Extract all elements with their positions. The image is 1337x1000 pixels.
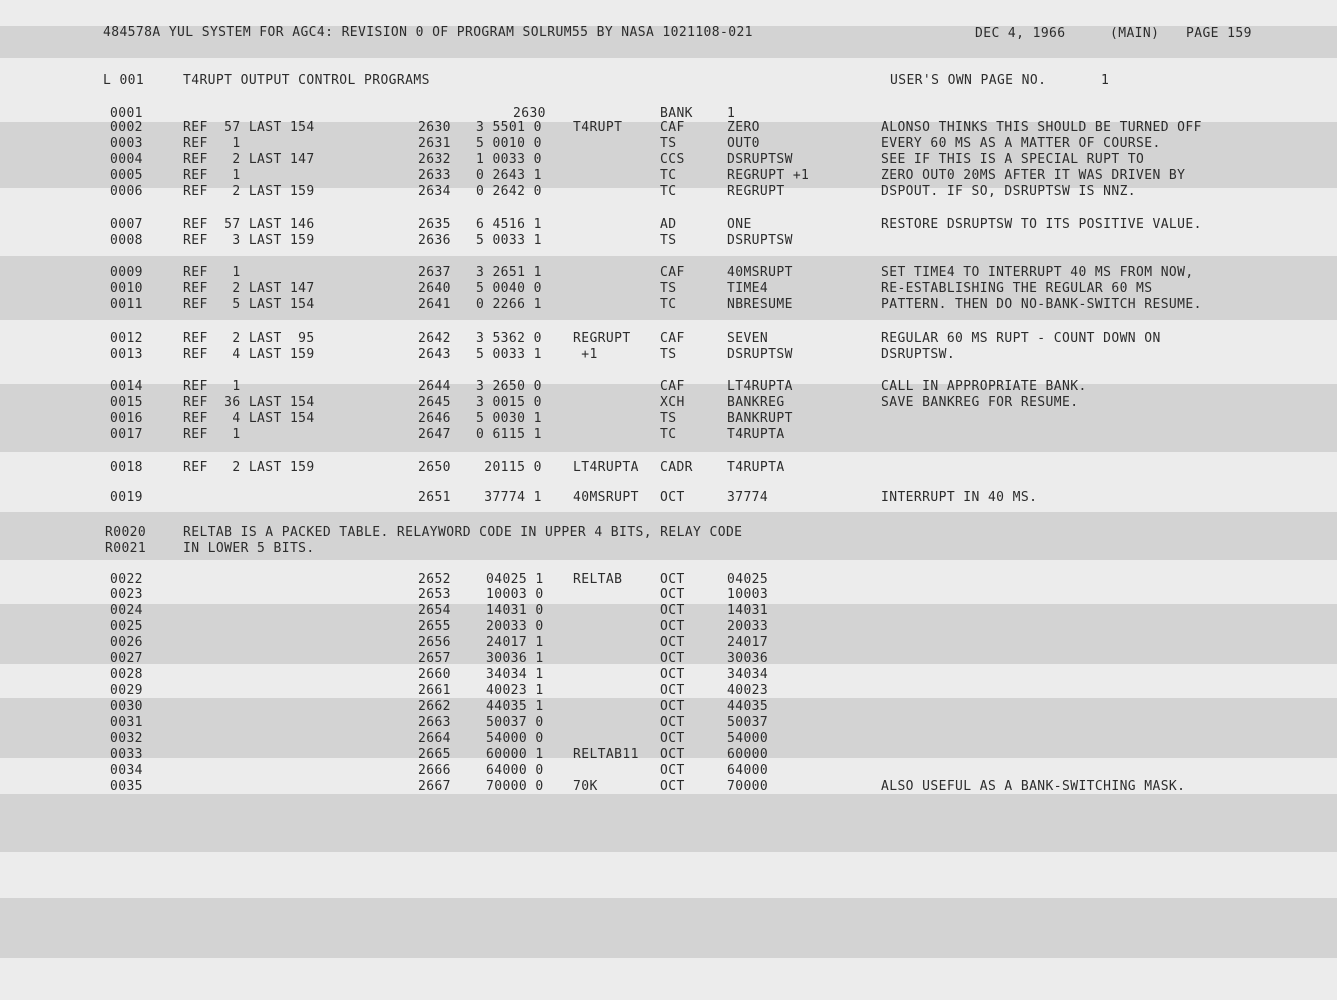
listing-object-word: 1 0033 0: [476, 152, 542, 167]
listing-address: 2651: [418, 490, 451, 505]
listing-object-word: 70000 0: [486, 779, 544, 794]
page-header-date: DEC 4, 1966: [975, 26, 1066, 41]
listing-ref-info: REF 1: [183, 379, 241, 394]
listing-address: 2665: [418, 747, 451, 762]
listing-comment: RE-ESTABLISHING THE REGULAR 60 MS: [881, 281, 1153, 296]
listing-opcode: OCT: [660, 651, 685, 666]
listing-seq-number: 0033: [110, 747, 143, 762]
listing-address: 2642: [418, 331, 451, 346]
listing-seq-number: 0031: [110, 715, 143, 730]
listing-operand: REGRUPT +1: [727, 168, 810, 183]
listing-operand: 34034: [727, 667, 769, 682]
listing-object-word: 3 2650 0: [476, 379, 542, 394]
listing-opcode: OCT: [660, 715, 685, 730]
listing-object-word: 10003 0: [486, 587, 544, 602]
listing-opcode: CAF: [660, 265, 685, 280]
listing-ref-info: REF 2 LAST 159: [183, 184, 315, 199]
listing-comment: RESTORE DSRUPTSW TO ITS POSITIVE VALUE.: [881, 217, 1202, 232]
listing-object-word: 5 0040 0: [476, 281, 542, 296]
listing-seq-number: 0001: [110, 106, 143, 121]
listing-address: 2653: [418, 587, 451, 602]
listing-operand: 50037: [727, 715, 769, 730]
paper-band: [0, 958, 1337, 1000]
listing-symbol-label: RELTAB: [573, 572, 623, 587]
listing-operand: 40023: [727, 683, 769, 698]
listing-opcode: CAF: [660, 379, 685, 394]
listing-ref-info: REF 1: [183, 427, 241, 442]
listing-seq-number: 0026: [110, 635, 143, 650]
listing-seq-number: 0017: [110, 427, 143, 442]
page-header-section: (MAIN): [1110, 26, 1160, 41]
listing-ref-info: REF 4 LAST 154: [183, 411, 315, 426]
listing-seq-number: 0013: [110, 347, 143, 362]
listing-comment: DSPOUT. IF SO, DSRUPTSW IS NNZ.: [881, 184, 1137, 199]
listing-seq-number: 0018: [110, 460, 143, 475]
listing-comment: EVERY 60 MS AS A MATTER OF COURSE.: [881, 136, 1161, 151]
listing-address: 2644: [418, 379, 451, 394]
listing-seq-number: 0010: [110, 281, 143, 296]
listing-operand: OUT0: [727, 136, 760, 151]
listing-ref-info: REF 1: [183, 265, 241, 280]
listing-object-word: 3 5501 0: [476, 120, 542, 135]
listing-operand: 30036: [727, 651, 769, 666]
listing-opcode: TS: [660, 136, 677, 151]
listing-address: 2657: [418, 651, 451, 666]
listing-address: 2643: [418, 347, 451, 362]
listing-operand: 60000: [727, 747, 769, 762]
listing-object-word: 64000 0: [486, 763, 544, 778]
listing-seq-number: 0028: [110, 667, 143, 682]
listing-opcode: TC: [660, 427, 677, 442]
listing-seq-number: 0035: [110, 779, 143, 794]
listing-opcode: OCT: [660, 490, 685, 505]
listing-seq-number: 0030: [110, 699, 143, 714]
listing-opcode: CAF: [660, 120, 685, 135]
listing-operand: 10003: [727, 587, 769, 602]
listing-address: 2662: [418, 699, 451, 714]
listing-operand: 40MSRUPT: [727, 265, 793, 280]
listing-object-word: 54000 0: [486, 731, 544, 746]
listing-operand: 64000: [727, 763, 769, 778]
listing-address: 2646: [418, 411, 451, 426]
listing-opcode: OCT: [660, 779, 685, 794]
paper-band: [0, 0, 1337, 26]
listing-object-word: 30036 1: [486, 651, 544, 666]
listing-seq-number: R0021: [105, 541, 147, 556]
listing-address: 2667: [418, 779, 451, 794]
listing-operand: REGRUPT: [727, 184, 785, 199]
listing-opcode: CADR: [660, 460, 693, 475]
listing-seq-number: 0027: [110, 651, 143, 666]
listing-ref-info: REF 4 LAST 159: [183, 347, 315, 362]
listing-seq-number: 0024: [110, 603, 143, 618]
listing-address: 2664: [418, 731, 451, 746]
listing-seq-number: 0003: [110, 136, 143, 151]
listing-object-word: 3 2651 1: [476, 265, 542, 280]
listing-address: 2647: [418, 427, 451, 442]
listing-object-word: 37774 1: [476, 490, 542, 505]
listing-address: 2666: [418, 763, 451, 778]
listing-object-word: 04025 1: [486, 572, 544, 587]
listing-comment: ALSO USEFUL AS A BANK-SWITCHING MASK.: [881, 779, 1186, 794]
listing-ref-info: REF 2 LAST 147: [183, 152, 315, 167]
listing-opcode: OCT: [660, 763, 685, 778]
listing-opcode: TS: [660, 281, 677, 296]
listing-object-word: 40023 1: [486, 683, 544, 698]
listing-object-word: 6 4516 1: [476, 217, 542, 232]
page-header-title: 484578A YUL SYSTEM FOR AGC4: REVISION 0 OF PROGRAM SOLRUM55 BY NASA 1021108-021: [103, 25, 753, 40]
listing-operand: 20033: [727, 619, 769, 634]
listing-opcode: TS: [660, 347, 677, 362]
listing-address: 2660: [418, 667, 451, 682]
listing-seq-number: 0005: [110, 168, 143, 183]
listing-comment: CALL IN APPROPRIATE BANK.: [881, 379, 1087, 394]
listing-opcode: OCT: [660, 667, 685, 682]
listing-seq-number: 0009: [110, 265, 143, 280]
listing-ref-info: IN LOWER 5 BITS.: [183, 541, 315, 556]
listing-address: 2650: [418, 460, 451, 475]
listing-symbol-label: +1: [573, 347, 598, 362]
listing-object-word: 20115 0: [476, 460, 542, 475]
listing-opcode: TC: [660, 297, 677, 312]
listing-operand: 70000: [727, 779, 769, 794]
listing-object-word: 3 0015 0: [476, 395, 542, 410]
user-page-label: USER'S OWN PAGE NO.: [890, 73, 1047, 88]
listing-address: 2633: [418, 168, 451, 183]
listing-object-word: 24017 1: [486, 635, 544, 650]
listing-seq-number: 0025: [110, 619, 143, 634]
listing-operand: DSRUPTSW: [727, 152, 793, 167]
listing-object-word: 5 0033 1: [476, 233, 542, 248]
listing-operand: LT4RUPTA: [727, 379, 793, 394]
listing-operand: DSRUPTSW: [727, 233, 793, 248]
listing-address: 2652: [418, 572, 451, 587]
listing-address: 2635: [418, 217, 451, 232]
listing-object-word: 3 5362 0: [476, 331, 542, 346]
user-page-number: 1: [1101, 73, 1110, 88]
listing-operand: BANKREG: [727, 395, 785, 410]
listing-object-word: 44035 1: [486, 699, 544, 714]
listing-object-word: 0 2642 0: [476, 184, 542, 199]
listing-seq-number: 0015: [110, 395, 143, 410]
listing-operand: TIME4: [727, 281, 769, 296]
listing-symbol-label: 40MSRUPT: [573, 490, 639, 505]
listing-operand: T4RUPTA: [727, 427, 785, 442]
listing-opcode: TC: [660, 168, 677, 183]
listing-operand: 1: [727, 106, 736, 121]
listing-opcode: OCT: [660, 587, 685, 602]
listing-address: 2637: [418, 265, 451, 280]
listing-address: 2631: [418, 136, 451, 151]
listing-address: 2641: [418, 297, 451, 312]
listing-object-word: 0 2643 1: [476, 168, 542, 183]
paper-band: [0, 852, 1337, 898]
listing-operand: T4RUPTA: [727, 460, 785, 475]
listing-opcode: OCT: [660, 699, 685, 714]
listing-opcode: OCT: [660, 635, 685, 650]
listing-object-word: 5 0030 1: [476, 411, 542, 426]
listing-address: 2630: [513, 106, 546, 121]
listing-opcode: CCS: [660, 152, 685, 167]
listing-operand: 37774: [727, 490, 769, 505]
listing-opcode: TS: [660, 411, 677, 426]
listing-seq-number: 0023: [110, 587, 143, 602]
listing-seq-number: R0020: [105, 525, 147, 540]
listing-address: 2640: [418, 281, 451, 296]
listing-comment: INTERRUPT IN 40 MS.: [881, 490, 1038, 505]
listing-symbol-label: LT4RUPTA: [573, 460, 639, 475]
listing-opcode: OCT: [660, 683, 685, 698]
listing-address: 2656: [418, 635, 451, 650]
listing-object-word: 5 0033 1: [476, 347, 542, 362]
listing-opcode: AD: [660, 217, 677, 232]
listing-object-word: 0 6115 1: [476, 427, 542, 442]
listing-symbol-label: T4RUPT: [573, 120, 623, 135]
listing-seq-number: 0016: [110, 411, 143, 426]
listing-operand: 44035: [727, 699, 769, 714]
listing-address: 2634: [418, 184, 451, 199]
listing-seq-number: 0034: [110, 763, 143, 778]
listing-opcode: OCT: [660, 747, 685, 762]
section-title: T4RUPT OUTPUT CONTROL PROGRAMS: [183, 73, 430, 88]
listing-opcode: OCT: [660, 619, 685, 634]
listing-address: 2645: [418, 395, 451, 410]
listing-opcode: OCT: [660, 572, 685, 587]
listing-comment: SET TIME4 TO INTERRUPT 40 MS FROM NOW,: [881, 265, 1194, 280]
listing-operand: DSRUPTSW: [727, 347, 793, 362]
listing-symbol-label: 70K: [573, 779, 598, 794]
listing-seq-number: 0014: [110, 379, 143, 394]
listing-operand: 04025: [727, 572, 769, 587]
listing-opcode: XCH: [660, 395, 685, 410]
listing-ref-info: REF 36 LAST 154: [183, 395, 315, 410]
listing-seq-number: 0032: [110, 731, 143, 746]
listing-object-word: 5 0010 0: [476, 136, 542, 151]
listing-object-word: 0 2266 1: [476, 297, 542, 312]
listing-address: 2630: [418, 120, 451, 135]
listing-seq-number: 0002: [110, 120, 143, 135]
listing-address: 2661: [418, 683, 451, 698]
listing-operand: 54000: [727, 731, 769, 746]
listing-object-word: 60000 1: [486, 747, 544, 762]
listing-ref-info: RELTAB IS A PACKED TABLE. RELAYWORD CODE IN UPPER 4 BITS, RELAY CODE: [183, 525, 743, 540]
listing-address: 2655: [418, 619, 451, 634]
listing-ref-info: REF 5 LAST 154: [183, 297, 315, 312]
log-number: L 001: [103, 73, 145, 88]
listing-ref-info: REF 3 LAST 159: [183, 233, 315, 248]
listing-opcode: OCT: [660, 603, 685, 618]
listing-ref-info: REF 57 LAST 154: [183, 120, 315, 135]
listing-address: 2663: [418, 715, 451, 730]
listing-operand: 14031: [727, 603, 769, 618]
listing-seq-number: 0011: [110, 297, 143, 312]
listing-comment: ZERO OUT0 20MS AFTER IT WAS DRIVEN BY: [881, 168, 1186, 183]
listing-comment: SAVE BANKREG FOR RESUME.: [881, 395, 1079, 410]
listing-address: 2632: [418, 152, 451, 167]
listing-symbol-label: RELTAB11: [573, 747, 639, 762]
page-header-page: PAGE 159: [1186, 26, 1252, 41]
listing-seq-number: 0007: [110, 217, 143, 232]
listing-ref-info: REF 1: [183, 136, 241, 151]
listing-operand: 24017: [727, 635, 769, 650]
listing-seq-number: 0022: [110, 572, 143, 587]
listing-opcode: BANK: [660, 106, 693, 121]
listing-opcode: TC: [660, 184, 677, 199]
listing-object-word: 50037 0: [486, 715, 544, 730]
listing-comment: PATTERN. THEN DO NO-BANK-SWITCH RESUME.: [881, 297, 1202, 312]
listing-seq-number: 0008: [110, 233, 143, 248]
listing-object-word: 14031 0: [486, 603, 544, 618]
listing-symbol-label: REGRUPT: [573, 331, 631, 346]
listing-operand: ZERO: [727, 120, 760, 135]
listing-operand: ONE: [727, 217, 752, 232]
listing-seq-number: 0012: [110, 331, 143, 346]
listing-ref-info: REF 57 LAST 146: [183, 217, 315, 232]
listing-opcode: TS: [660, 233, 677, 248]
listing-object-word: 34034 1: [486, 667, 544, 682]
listing-object-word: 20033 0: [486, 619, 544, 634]
listing-comment: REGULAR 60 MS RUPT - COUNT DOWN ON: [881, 331, 1161, 346]
listing-ref-info: REF 1: [183, 168, 241, 183]
listing-operand: NBRESUME: [727, 297, 793, 312]
listing-ref-info: REF 2 LAST 159: [183, 460, 315, 475]
listing-comment: SEE IF THIS IS A SPECIAL RUPT TO: [881, 152, 1145, 167]
listing-address: 2654: [418, 603, 451, 618]
listing-opcode: CAF: [660, 331, 685, 346]
listing-seq-number: 0019: [110, 490, 143, 505]
listing-operand: SEVEN: [727, 331, 769, 346]
listing-seq-number: 0029: [110, 683, 143, 698]
listing-opcode: OCT: [660, 731, 685, 746]
listing-operand: BANKRUPT: [727, 411, 793, 426]
listing-seq-number: 0004: [110, 152, 143, 167]
listing-comment: ALONSO THINKS THIS SHOULD BE TURNED OFF: [881, 120, 1202, 135]
listing-seq-number: 0006: [110, 184, 143, 199]
listing-ref-info: REF 2 LAST 147: [183, 281, 315, 296]
listing-comment: DSRUPTSW.: [881, 347, 956, 362]
listing-ref-info: REF 2 LAST 95: [183, 331, 315, 346]
listing-address: 2636: [418, 233, 451, 248]
